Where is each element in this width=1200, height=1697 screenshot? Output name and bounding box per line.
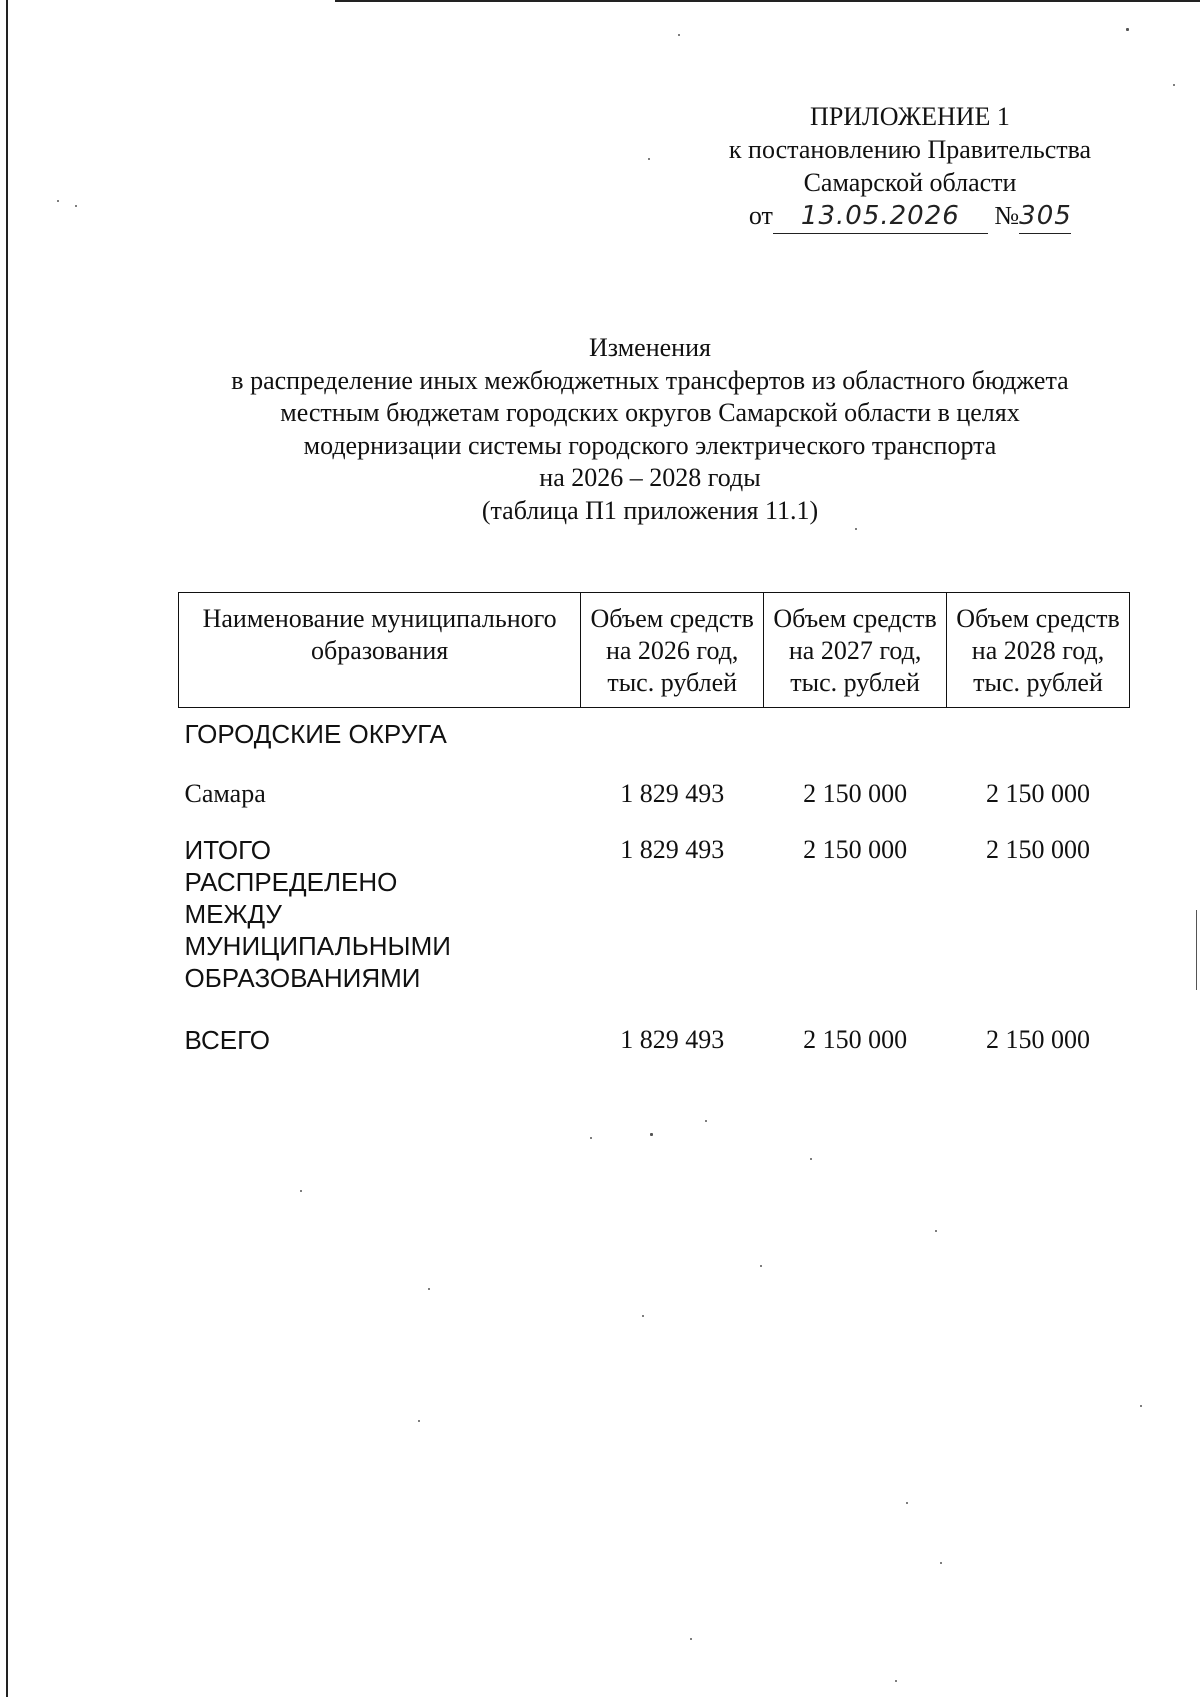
- appendix-header: [700, 100, 1120, 234]
- group-label: ГОРОДСКИЕ ОКРУГА: [184, 719, 447, 749]
- scan-speck: [648, 158, 650, 160]
- title-line-2: в распределение иных межбюджетных трансфертов из областного бюджета: [231, 365, 1069, 395]
- scan-speck: [940, 1562, 942, 1564]
- title-line-6: (таблица П1 приложения 11.1): [481, 495, 819, 525]
- row-value-2028: 2 150 000: [986, 1025, 1091, 1054]
- row-name: ИТОГО РАСПРЕДЕЛЕНО МЕЖДУ МУНИЦИПАЛЬНЫМИ ОБРАЗОВАНИЯМИ: [184, 835, 451, 993]
- scan-speck: [1140, 1405, 1142, 1407]
- table-row: [179, 1012, 1130, 1056]
- group-row: [179, 708, 1130, 765]
- header-2026: Объем средств на 2026 год, тыс. рублей: [581, 593, 764, 708]
- scan-page-edge-top: [335, 0, 1200, 2]
- scan-speck: [760, 1265, 762, 1267]
- row-name: Самара: [184, 779, 266, 808]
- scan-speck: [642, 1315, 644, 1317]
- row-value-2026: 1 829 493: [620, 1025, 725, 1054]
- scan-speck: [906, 1502, 908, 1504]
- scan-speck: [57, 200, 59, 202]
- handwritten-date: 13.05.2026: [800, 201, 960, 231]
- scan-speck: [855, 528, 857, 530]
- table-header-row: [179, 593, 1130, 708]
- scan-speck: [895, 1680, 897, 1682]
- appendix-line-region: Самарской области: [803, 168, 1017, 197]
- number-prefix: №: [994, 201, 1020, 230]
- appendix-date-number-line: [700, 199, 1120, 234]
- scan-speck: [935, 1230, 937, 1232]
- title-line-4: модернизации системы городского электрического транспорта: [303, 430, 997, 460]
- scan-speck: [418, 1420, 420, 1422]
- number-field: [1019, 199, 1071, 234]
- scan-speck: [690, 1638, 692, 1640]
- scan-speck: [1173, 84, 1175, 86]
- row-name: ВСЕГО: [184, 1025, 270, 1055]
- header-2027: Объем средств на 2027 год, тыс. рублей: [764, 593, 947, 708]
- row-value-2028: 2 150 000: [986, 779, 1091, 808]
- scan-speck: [75, 205, 77, 207]
- budget-table: [178, 592, 1130, 1056]
- scan-page-edge-right: [1196, 910, 1197, 990]
- scan-speck: [678, 34, 680, 36]
- document-title: [180, 332, 1120, 527]
- row-value-2027: 2 150 000: [803, 835, 908, 864]
- title-line-1: Изменения: [589, 333, 711, 362]
- scan-speck: [300, 1190, 302, 1192]
- row-value-2028: 2 150 000: [986, 835, 1091, 864]
- appendix-line-resolution: к постановлению Правительства: [728, 135, 1092, 164]
- scan-speck: [650, 1133, 653, 1136]
- header-municipality: Наименование муниципального образования: [179, 593, 581, 708]
- date-field: [773, 199, 988, 234]
- appendix-title: ПРИЛОЖЕНИЕ 1: [810, 102, 1010, 131]
- table-row: [179, 764, 1130, 824]
- table-row: [179, 824, 1130, 1012]
- title-line-3: местным бюджетам городских округов Самарской области в целях: [280, 398, 1020, 427]
- scan-speck: [590, 1137, 592, 1139]
- row-value-2027: 2 150 000: [803, 779, 908, 808]
- header-2028: Объем средств на 2028 год, тыс. рублей: [947, 593, 1130, 708]
- title-line-5: на 2026 – 2028 годы: [539, 463, 761, 492]
- scan-speck: [428, 1288, 430, 1290]
- date-prefix: от: [748, 201, 773, 230]
- row-value-2026: 1 829 493: [620, 835, 725, 864]
- scan-speck: [705, 1120, 707, 1122]
- handwritten-number: 305: [1019, 201, 1072, 231]
- scan-speck: [810, 1158, 812, 1160]
- scan-speck: [1126, 28, 1129, 31]
- scan-page-edge-left: [6, 0, 8, 1697]
- row-value-2026: 1 829 493: [620, 779, 725, 808]
- row-value-2027: 2 150 000: [803, 1025, 908, 1054]
